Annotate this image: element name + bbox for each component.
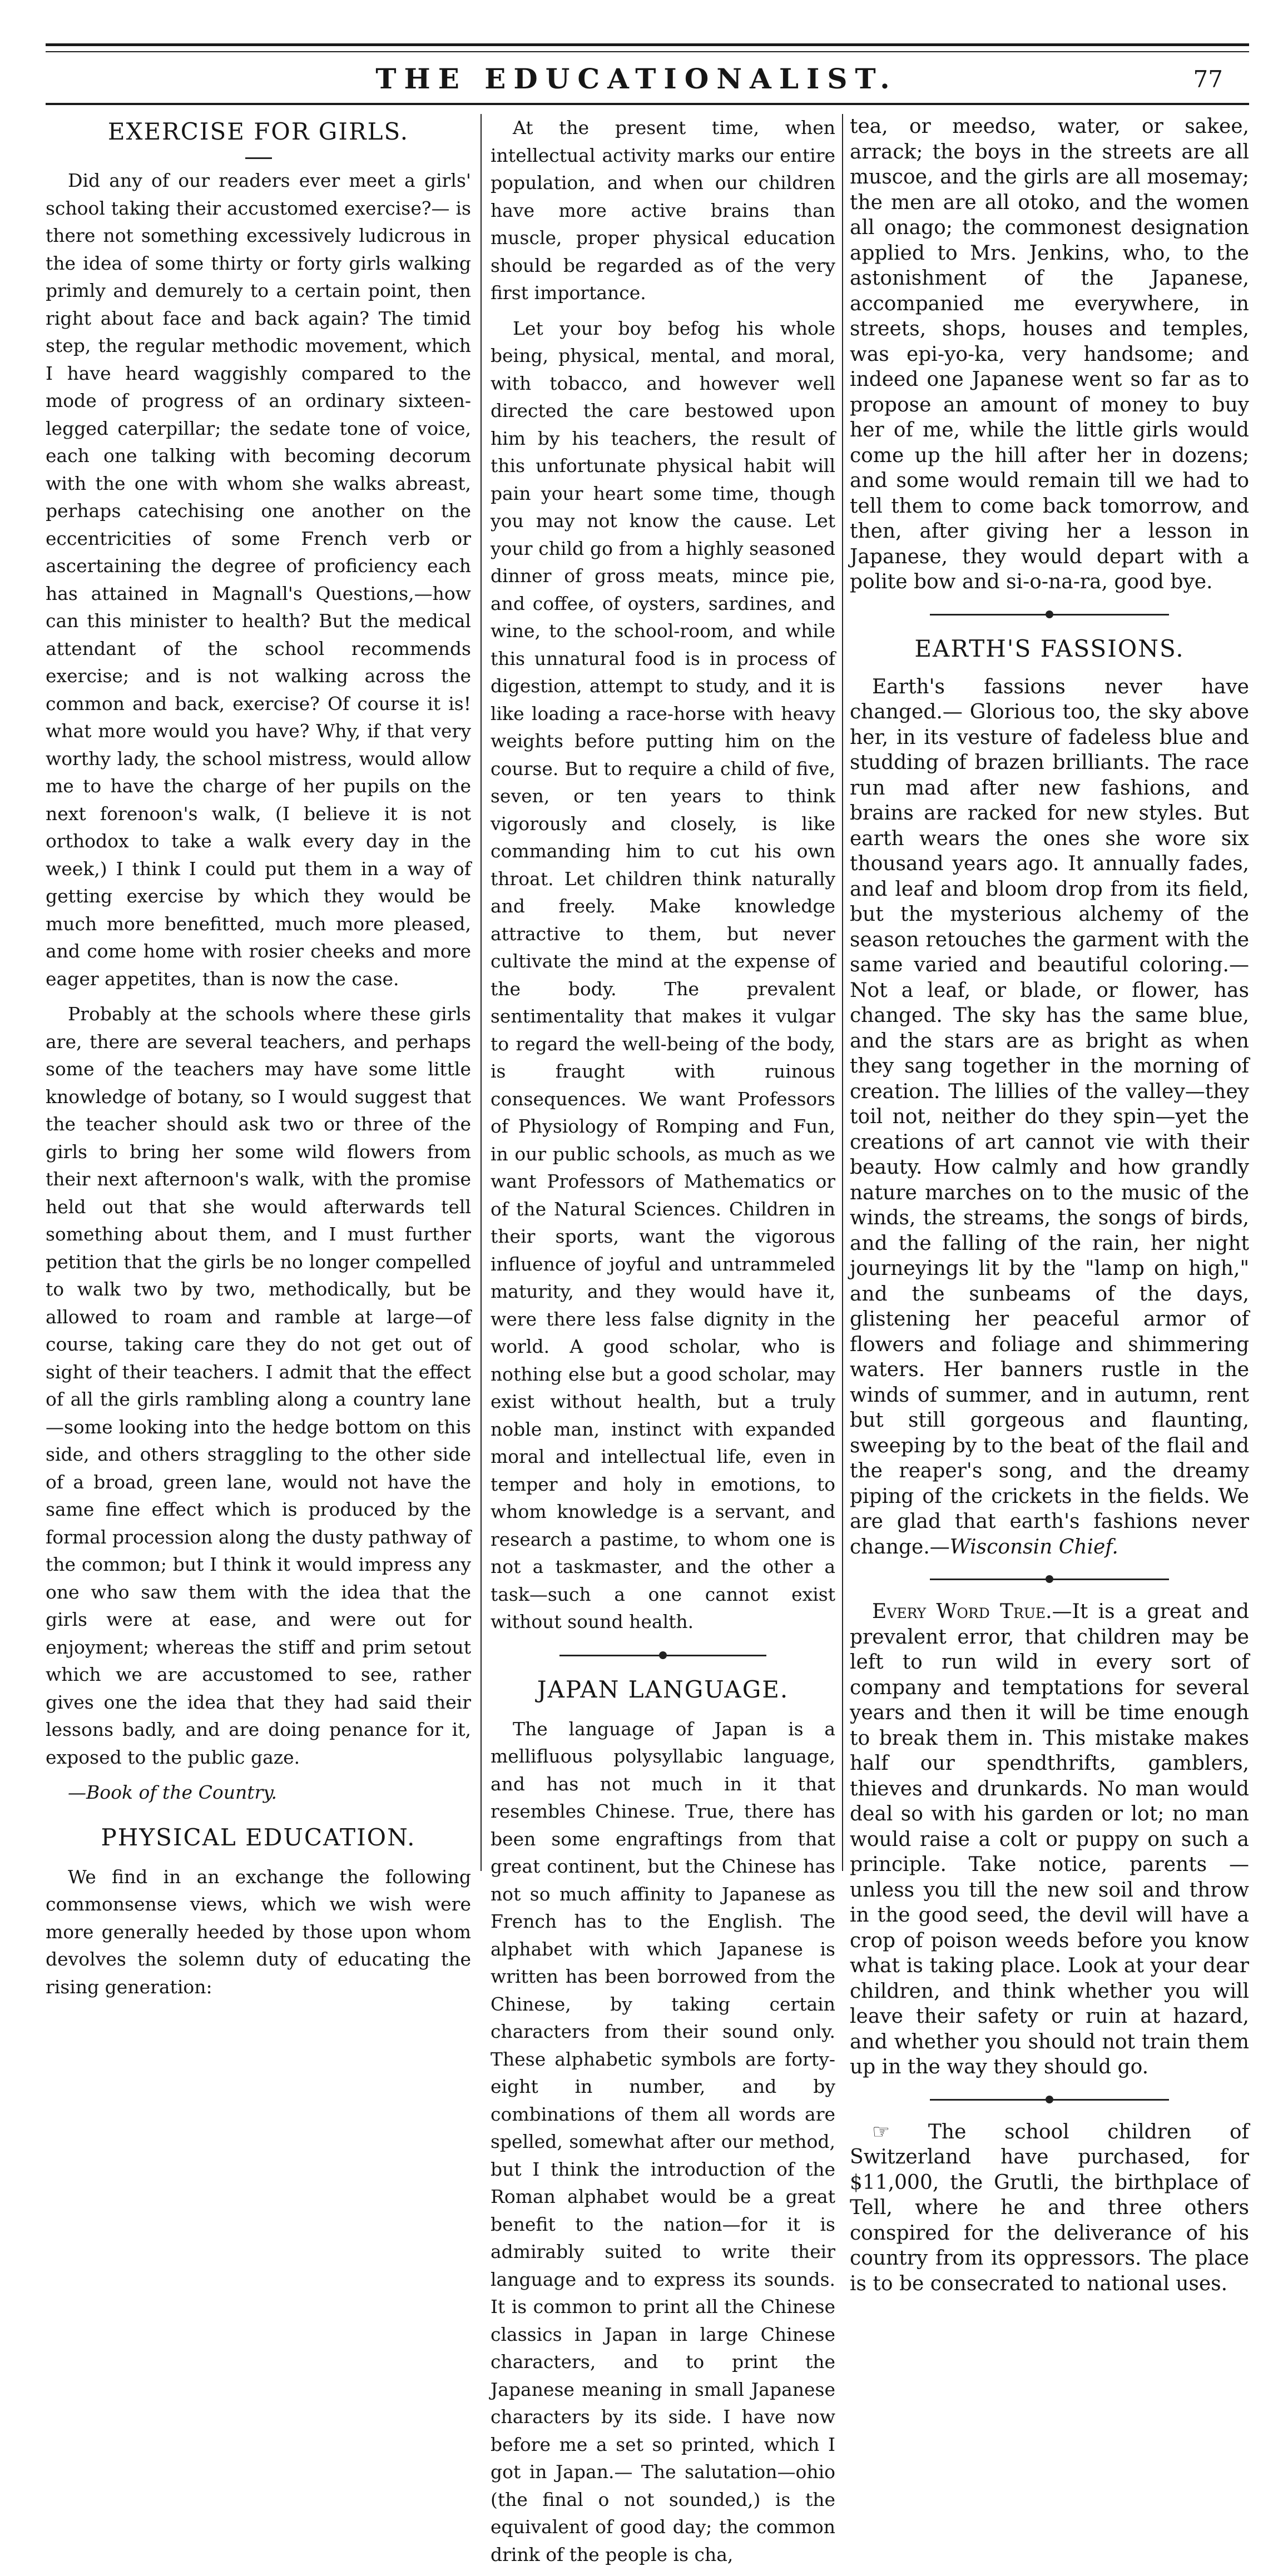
article-paragraph: tea, or meedso, water, or sakee, arrack; the boys in the streets are all muscoe, and the girls are all mosemay; the men are all otoko, and the women all onago; the commonest designation applied to Mrs. Jenkins, who, to the astonishment of the Japanese, accompanied me everywhere, in streets, shops, houses and temples, was epi-yo-ka, very handsome; and indeed one Japanese went so far as to propose an amount of money to buy her of me, while the little girls would come up the hill after her in dozens; and some would remain till we had to tell them to come back tomorrow, and then, after giving her a lesson in Japanese, they would depart with a polite bow and si-o-na-ra, good bye.	[850, 115, 1249, 593]
article-source: —Book of the Country.	[68, 1781, 277, 1803]
column-3	[850, 114, 1249, 2304]
article-divider	[559, 1655, 766, 1656]
article-text: —It is a great and prevalent error, that children may be left to run wild in every sort of company and temptations for several years and then it will be time enough to break them in. This mistake makes half our spendthrifts, gamblers, thieves and drunkards. No man would deal so with his garden or lot; no man would raise a colt or puppy on such a principle. Take notice, parents —unless you till the new soil and throw in the good seed, the devil will have a crop of poison weeds before you know what is taking place. Look at your dear children, and think whether you will leave their safety or ruin at hazard, and whether you should not train them up in the way they should go.	[850, 1600, 1250, 2078]
article-paragraph: At the present time, when intellectual activity marks our entire population, and when our children have more active brains than muscle, proper physical education should be regarded as of the very first importance.	[491, 117, 835, 304]
article-heading-exercise: EXERCISE FOR GIRLS.	[107, 118, 409, 145]
article-paragraph: The language of Japan is a mellifluous polysyllabic language, and has not much in it that resembles Chinese. True, there has been some engraftings from that great continent, but the Chinese has not so much affinity to Japanese as French has to the English. The alphabet with which Japanese is written has been borrowed from the Chinese, by taking certain characters from their sound only. These alphabetic symbols are forty-eight in number, and by combinations of them all words are spelled, somewhat after our method, but I think the introduction of the Roman alphabet would be a great benefit to the nation—for it is admirably suited to write their language and to express its sounds. It is common to print all the Chinese classics in Japan in large Chinese characters, and to print the Japanese meaning in small Japanese characters by its side. I have now before me a set so printed, which I got in Japan.— The salutation—ohio (the final o not sounded,) is the equivalent of good day; the common drink of the people is cha,	[491, 1718, 835, 2565]
header-rule-top	[46, 43, 1249, 46]
page-header-title: THE EDUCATIONALIST.	[375, 62, 898, 95]
article-text: The school children of Switzerland have purchased, for $11,000, the Grutli, the birthplace of Tell, where he and three others conspired for the deliverance of his country from its oppressors. The place is to be consecrated to national uses.	[850, 2120, 1250, 2295]
article-paragraph: Let your boy befog his whole being, physical, mental, and moral, with tobacco, and however well directed the care bestowed upon him by his teachers, the result of this unfortunate physical habit will pain your heart some time, though you may not know the cause. Let your child go from a highly seasoned dinner of gross meats, mince pie, and coffee, of oysters, sardines, and wine, to the school-room, and while this unnatural food is in process of digestion, attempt to study, and it is like loading a race-horse with heavy weights before putting him on the course. But to require a child of five, seven, or ten years to think vigorously and closely, is like commanding him to cut his own throat. Let children think naturally and freely. Make knowledge attractive to them, but never cultivate the mind at the expense of the body. The prevalent sentimentality that makes it vulgar to regard the well-being of the body, is fraught with ruinous consequences. We want Professors of Physiology of Romping and Fun, in our public schools, as much as we want Professors of Mathematics or of the Natural Sciences. Children in their sports, want the vigorous influence of joyful and untrammeled maturity, and they would have it, were there less false dignity in the world. A good scholar, who is nothing else but a good scholar, may exist without health, but a truly noble man, instinct with expanded moral and intellectual life, even in temper and holy in emotions, to whom knowledge is a servant, and research a pastime, to whom one is not a taskmaster, and the other a task—such a one cannot exist without sound health.	[491, 317, 835, 1632]
header-rule-bottom	[46, 103, 1249, 105]
pointing-hand-icon: ☞	[872, 2120, 928, 2143]
article-paragraph	[850, 674, 1249, 1560]
page-number: 77	[1193, 66, 1223, 93]
heading-underline	[245, 157, 272, 159]
article-heading-physical: PHYSICAL EDUCATION.	[101, 1823, 416, 1851]
article-paragraph: Did any of our readers ever meet a girls' school taking their accustomed exercise?— is there not something excessively ludicrous in the idea of some thirty or forty girls walking primly and demurely to a certain point, then right about face and back again? The timid step, the regular methodic movement, which I have heard waggishly compared to the mode of progress of an ordinary sixteen-legged caterpillar; the sedate tone of voice, each one talking with becoming decorum with the one with whom she walks abreast, perhaps catechising one another on the eccentricities of some French verb or ascertaining the degree of proficiency each has attained in Magnall's Questions,—how can this minister to health? But the medical attendant of the school recommends exercise; and is not walking across the common and back, exercise? Of course it is! what more would you have? Why, if that very worthy lady, the school mistress, would allow me to have the charge of her pupils on the next forenoon's walk, (I believe it is not orthodox to take a walk every day in the week,) I think I could put them in a way of getting exercise by which they would be much more benefitted, much more pleased, and come home with rosier cheeks and more eager appetites, than is now the case.	[46, 170, 471, 990]
article-divider	[930, 2099, 1170, 2101]
article-paragraph: We find in an exchange the following commonsense views, which we wish were more generally heeded by those upon whom devolves the solemn duty of educating the rising generation:	[46, 1865, 471, 1998]
column-2	[491, 114, 835, 2576]
article-paragraph	[850, 2120, 1249, 2297]
article-paragraph	[850, 1599, 1249, 2080]
article-heading-japan: JAPAN LANGUAGE.	[537, 1675, 789, 1703]
article-heading-fashions: EARTH'S FASSIONS.	[914, 634, 1185, 662]
column-1	[46, 114, 471, 2008]
article-lead: Every Word True.	[872, 1600, 1052, 1623]
column-separator-1	[481, 114, 482, 1871]
article-paragraph: Probably at the schools where these girls are, there are several teachers, and perhaps some of the teachers may have some little knowledge of botany, so I would suggest that the teacher should ask two or three of the girls to bring her some wild flowers from their next afternoon's walk, with the promise held out that she would afterwards tell something about them, and I must further petition that the girls be no longer compelled to walk two by two, methodically, but be allowed to roam and ramble at large—of course, taking care they do not get out of sight of their teachers. I admit that the effect of all the girls rambling along a country lane—some looking into the hedge bottom on this side, and others straggling to the other side of a broad, green lane, would not have the same fine effect which is produced by the formal procession along the dusty pathway of the common; but I think it would impress any one who saw them with the idea that the girls were at ease, and were out for enjoyment; whereas the stiff and prim setout which we are accustomed to see, rather gives one the idea that they had said their lessons badly, and are doing penance for it, exposed to the public gaze.	[46, 1003, 471, 1768]
header-rule-top-thin	[46, 51, 1249, 52]
column-separator-2	[842, 114, 843, 1871]
article-divider	[930, 1579, 1170, 1580]
article-text: Earth's fassions never have changed.— Glorious too, the sky above her, in its vesture of fadeless blue and studding of brazen brilliants. The race run mad after new fashions, and brains are racked for new styles. But earth wears the ones she wore six thousand years ago. It annually fades, and leaf and bloom drop from its field, but the mysterious alchemy of the season retouches the garment with the same varied and beautiful coloring.— Not a leaf, or blade, or flower, has changed. The sky has the same blue, and the stars are as bright as when they sang together in the morning of creation. The lillies of the valley—they toil not, neither do they spin—yet the creations of art cannot vie with their beauty. How calmly and how grandly nature marches on to the music of the winds, the streams, the songs of birds, and the falling of the rain, her night journeyings lit by the "lamp on high," and the sunbeams of the days, glistening her peaceful armor of flowers and foliage and shimmering waters. Her banners rustle in the winds of summer, and in autumn, rent but still gorgeous and flaunting, sweeping by to the beat of the flail and the reaper's song, and the dreamy piping of the crickets in the fields. We are glad that earth's fashions never change.—	[850, 675, 1249, 1558]
article-source: Wisconsin Chief.	[949, 1535, 1118, 1558]
article-divider	[930, 614, 1170, 616]
